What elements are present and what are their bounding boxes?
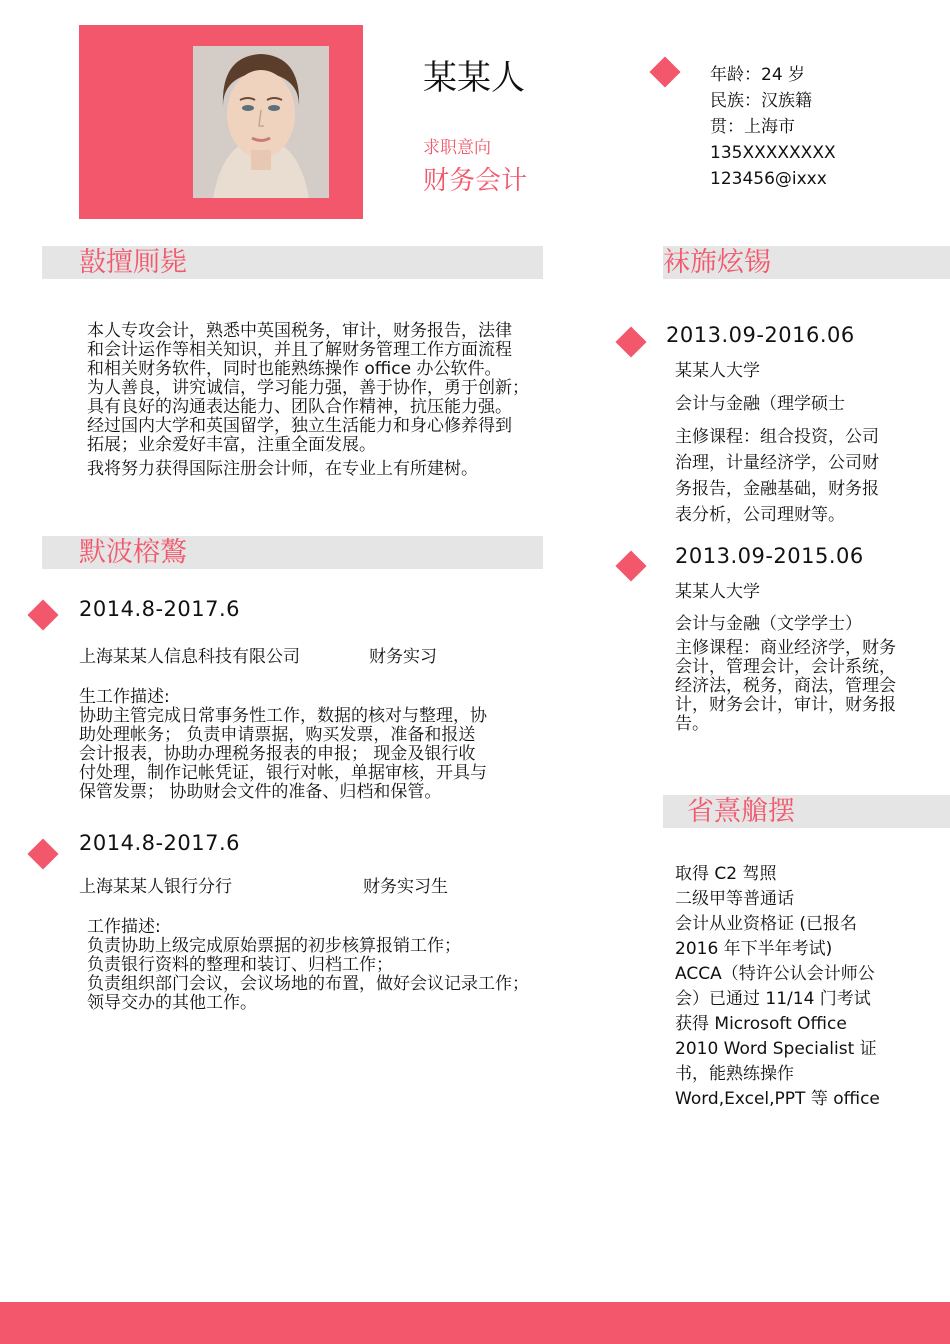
edu2-school: 某某人大学 — [675, 582, 760, 602]
edu2-date: 2013.09-2015.06 — [675, 544, 864, 568]
profile-photo — [193, 46, 329, 198]
job-intent-label: 求职意向 — [423, 138, 491, 158]
job1-date: 2014.8-2017.6 — [79, 597, 241, 621]
cert-line: 获得 Microsoft Office — [675, 1014, 847, 1034]
edu1-course-line: 治理，计量经济学，公司财 — [675, 453, 879, 473]
edu1-major: 会计与金融（理学硕士 — [675, 394, 845, 414]
personal-info — [710, 62, 836, 192]
info-ethnicity: 民族：汉族籍 — [710, 91, 812, 111]
job2-desc-line: 负责组织部门会议，会议场地的布置，做好会议记录工作； — [87, 974, 529, 994]
edu2-course-line: 会计，管理会计，会计系统， — [675, 657, 896, 677]
self-eval-line: 为人善良，讲究诚信，学习能力强，善于协作，勇于创新； — [87, 378, 529, 398]
self-eval-line: 经过国内大学和英国留学，独立生活能力和身心修养得到 — [87, 416, 512, 436]
cert-line: Word,Excel,PPT 等 office — [675, 1089, 880, 1109]
cert-line: ACCA（特许公认会计师公 — [675, 964, 875, 984]
self-eval-line: 和相关财务软件，同时也能熟练操作 office 办公软件。 — [87, 359, 502, 379]
edu1-school: 某某人大学 — [675, 361, 760, 381]
cert-line: 2010 Word Specialist 证 — [675, 1039, 877, 1059]
job2-desc-label: 工作描述: — [87, 917, 161, 937]
cert-line: 2016 年下半年考试) — [675, 939, 833, 959]
cert-line: 取得 C2 驾照 — [675, 864, 777, 884]
job1-role: 财务实习 — [369, 647, 437, 667]
job2-description — [87, 918, 529, 1013]
edu2-course-line: 计，财务会计，审计，财务报 — [675, 695, 896, 715]
job2-role: 财务实习生 — [363, 877, 448, 897]
self-eval-line: 拓展；业余爱好丰富，注重全面发展。 — [87, 435, 376, 455]
self-eval-text — [87, 322, 529, 479]
self-eval-line: 具有良好的沟通表达能力、团队合作精神，抗压能力强。 — [87, 397, 512, 417]
job1-company: 上海某某人信息科技有限公司 — [79, 647, 300, 667]
edu1-course-line: 表分析，公司理财等。 — [675, 505, 845, 525]
edu2-course-line: 主修课程：商业经济学，财务 — [675, 638, 896, 658]
edu2-course-line: 告。 — [675, 714, 709, 734]
footer-bar — [0, 1302, 950, 1344]
job2-date: 2014.8-2017.6 — [79, 831, 241, 855]
edu2-courses — [675, 639, 896, 734]
info-origin: 贯：上海市 — [710, 117, 795, 137]
job2-diamond-icon — [27, 838, 58, 869]
edu2-diamond-icon — [615, 550, 646, 581]
work-title: 默波榕鷔 — [79, 537, 187, 568]
job1-desc-line: 会计报表，协助办理税务报表的申报； 现金及银行收 — [79, 744, 476, 764]
candidate-name: 某某人 — [423, 58, 525, 98]
education-title: 袜旆炫锡 — [663, 247, 771, 278]
job1-desc-line: 协助主管完成日常事务性工作，数据的核对与整理，协 — [79, 706, 487, 726]
edu1-diamond-icon — [615, 326, 646, 357]
info-age: 年龄：24 岁 — [710, 65, 806, 85]
edu1-course-line: 务报告，金融基础，财务报 — [675, 479, 879, 499]
cert-line: 二级甲等普通话 — [675, 889, 794, 909]
job1-description — [79, 688, 487, 802]
self-eval-line: 和会计运作等相关知识，并且了解财务管理工作方面流程 — [87, 340, 512, 360]
job2-desc-line: 负责银行资料的整理和装订、归档工作； — [87, 955, 393, 975]
certs-list — [675, 862, 880, 1112]
edu1-courses — [675, 424, 879, 528]
info-email: 123456@ixxx — [710, 169, 827, 189]
job1-diamond-icon — [27, 599, 58, 630]
self-eval-line: 我将努力获得国际注册会计师，在专业上有所建树。 — [87, 459, 478, 479]
cert-line: 书，能熟练操作 — [675, 1064, 794, 1084]
self-eval-line: 本人专攻会计，熟悉中英国税务，审计，财务报告，法律 — [87, 321, 512, 341]
edu1-course-line: 主修课程：组合投资，公司 — [675, 427, 879, 447]
job2-desc-line: 负责协助上级完成原始票据的初步核算报销工作； — [87, 936, 461, 956]
info-diamond-icon — [649, 56, 680, 87]
edu1-date: 2013.09-2016.06 — [666, 323, 855, 347]
job-intent-value: 财务会计 — [423, 166, 528, 196]
job2-company: 上海某某人银行分行 — [79, 877, 232, 897]
job1-desc-label: 生工作描述: — [79, 687, 170, 707]
edu2-course-line: 经济法，税务，商法，管理会 — [675, 676, 896, 696]
job2-desc-line: 领导交办的其他工作。 — [87, 993, 257, 1013]
job1-desc-line: 保管发票； 协助财会文件的准备、归档和保管。 — [79, 782, 442, 802]
certs-title: 省熹艙摆 — [687, 796, 795, 827]
self-eval-title: 敼擅厠毙 — [79, 247, 187, 278]
info-phone: 135XXXXXXXX — [710, 143, 836, 163]
cert-line: 会）已通过 11/14 门考试 — [675, 989, 871, 1009]
job1-desc-line: 付处理，制作记帐凭证，银行对帐，单据审核，开具与 — [79, 763, 487, 783]
edu2-major: 会计与金融（文学学士） — [675, 614, 862, 634]
job1-desc-line: 助处理帐务； 负责申请票据，购买发票，准备和报送 — [79, 725, 476, 745]
cert-line: 会计从业资格证 (已报名 — [675, 914, 858, 934]
